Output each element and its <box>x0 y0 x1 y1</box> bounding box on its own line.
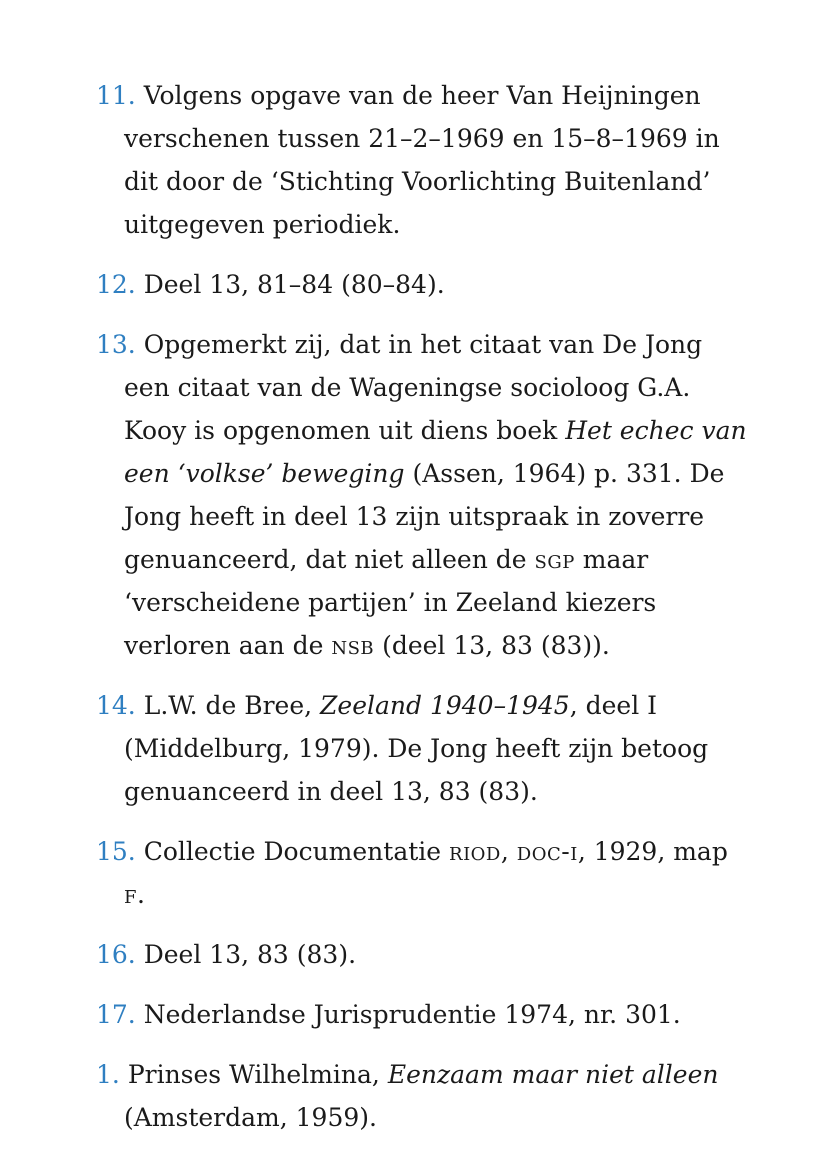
endnote-16 <box>96 933 748 976</box>
endnotes-list <box>96 74 748 1156</box>
abbreviation: sgp <box>534 545 575 574</box>
endnote-13 <box>96 323 748 667</box>
note-number[interactable]: 12. <box>96 270 136 299</box>
abbreviation: doc-i <box>516 837 578 866</box>
note-text: (deel 13, 83 (83)). <box>374 631 610 660</box>
note-text: Collectie Documentatie <box>143 837 450 866</box>
book-title: Zeeland 1940–1945 <box>320 691 570 720</box>
book-title: Het echec van een ‘volkse’ beweging <box>124 416 747 488</box>
endnote-14 <box>96 684 748 813</box>
note-text: , <box>500 837 517 866</box>
note-number[interactable]: 1. <box>96 1060 120 1089</box>
endnote-15 <box>96 830 748 916</box>
note-text: L.W. de Bree, <box>143 691 321 720</box>
endnote-11 <box>96 74 748 246</box>
note-text: maar ‘verscheidene partijen’ in Zeeland kiezers verloren aan de <box>124 545 657 660</box>
note-text: Nederlandse Jurisprudentie 1974, nr. 301. <box>143 1000 681 1029</box>
book-title: Eenzaam maar niet alleen <box>387 1060 719 1089</box>
endnote-1 <box>96 1053 748 1139</box>
note-text: , deel I (Middelburg, 1979). De Jong heeft zijn betoog genuanceerd in deel 13, 83 (83). <box>124 691 709 806</box>
note-text: (Assen, 1964) p. 331. De Jong heeft in deel 13 zijn uitspraak in zoverre genuanceerd, dat niet alleen de <box>124 459 725 574</box>
note-text: Opgemerkt zij, dat in het citaat van De Jong een citaat van de Wageningse socioloog G.A. Kooy is opgenomen uit diens boek <box>124 330 703 445</box>
note-text: Volgens opgave van de heer Van Heijningen verschenen tussen 21–2–1969 en 15–8–1969 in dit door de ‘Stichting Voorlichting Buitenland’ uitgegeven periodiek. <box>124 81 720 239</box>
note-number[interactable]: 16. <box>96 940 136 969</box>
note-number[interactable]: 15. <box>96 837 136 866</box>
endnote-17 <box>96 993 748 1036</box>
note-number[interactable]: 14. <box>96 691 136 720</box>
note-text: Deel 13, 83 (83). <box>143 940 357 969</box>
note-text: Deel 13, 81–84 (80–84). <box>143 270 445 299</box>
note-number[interactable]: 11. <box>96 81 136 110</box>
note-number[interactable]: 17. <box>96 1000 136 1029</box>
note-text: . <box>137 880 145 909</box>
abbreviation: f <box>124 880 137 909</box>
note-text: , 1929, map <box>577 837 728 866</box>
abbreviation: riod <box>449 837 501 866</box>
note-text: Prinses Wilhelmina, <box>127 1060 388 1089</box>
note-text: (Amsterdam, 1959). <box>124 1103 377 1132</box>
abbreviation: nsb <box>331 631 375 660</box>
endnote-12 <box>96 263 748 306</box>
note-number[interactable]: 13. <box>96 330 136 359</box>
